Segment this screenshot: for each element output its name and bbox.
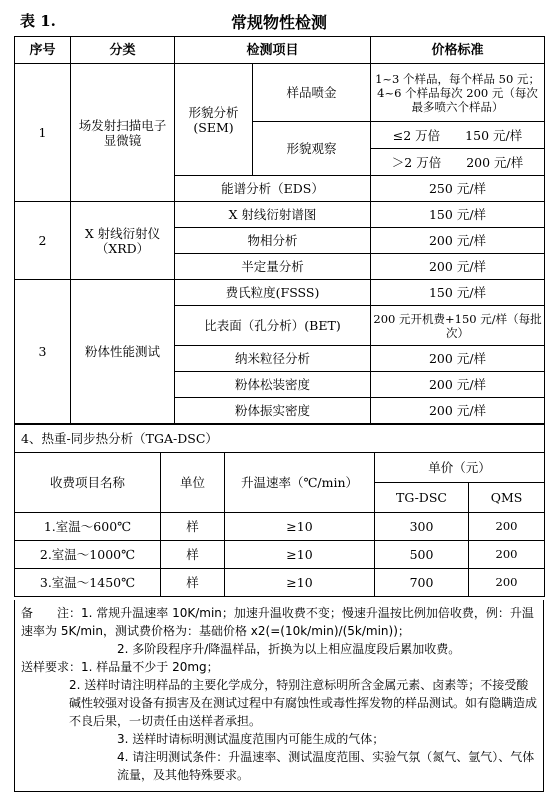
table-row <box>15 280 545 306</box>
note-1: 备 注：1. 常规升温速率 10K/min；加速升温收费不变；慢速升温按比例加倍收费，例：升温速率为 5K/min，测试费价格为：基础价格 x2(=(10k/min)/(5k/min))； <box>21 606 534 638</box>
powder-price: 200 元开机费+150 元/样（每批次） <box>371 306 545 346</box>
powder-price: 200 元/样 <box>371 372 545 398</box>
tga-tg-price: 500 <box>375 541 469 569</box>
header-name: 收费项目名称 <box>15 453 161 513</box>
powder-price: 200 元/样 <box>371 398 545 424</box>
observe-price-low: ≤2 万倍 150 元/样 <box>371 122 545 149</box>
requirement-3: 3. 送样时请标明测试温度范围内可能生成的气体； <box>117 732 385 746</box>
table-row <box>15 569 545 597</box>
powder-item: 粉体松装密度 <box>175 372 371 398</box>
header-qms: QMS <box>469 483 545 513</box>
tga-dsc-price-table <box>14 424 545 597</box>
tga-unit: 样 <box>161 513 225 541</box>
tga-name: 2.室温～1000℃ <box>15 541 161 569</box>
table1-header-row <box>15 37 545 64</box>
group2-seq: 2 <box>15 202 71 280</box>
eds-label: 能谱分析（EDS） <box>175 176 371 202</box>
powder-item: 费氏粒度(FSSS) <box>175 280 371 306</box>
tga-tg-price: 700 <box>375 569 469 597</box>
xrd-price: 200 元/样 <box>371 228 545 254</box>
eds-price: 250 元/样 <box>371 176 545 202</box>
tga-qms-price: 200 <box>469 541 545 569</box>
xrd-item: 物相分析 <box>175 228 371 254</box>
powder-price: 200 元/样 <box>371 346 545 372</box>
table-row <box>15 541 545 569</box>
table-row <box>15 513 545 541</box>
header-category: 分类 <box>71 37 175 64</box>
note-2: 2. 多阶段程序升/降温样品，折换为以上相应温度段后累加收费。 <box>117 642 461 656</box>
group3-seq: 3 <box>15 280 71 424</box>
tga-rate: ≥10 <box>225 513 375 541</box>
tga-qms-price: 200 <box>469 569 545 597</box>
powder-price: 150 元/样 <box>371 280 545 306</box>
tga-unit: 样 <box>161 541 225 569</box>
header-price: 价格标准 <box>371 37 545 64</box>
observe-price-high: ＞2 万倍 200 元/样 <box>371 149 545 176</box>
xrd-price: 150 元/样 <box>371 202 545 228</box>
requirement-4: 4. 请注明测试条件：升温速率、测试温度范围、实验气氛（氮气、氩气）、气体流量，及其他特殊要求。 <box>117 750 535 782</box>
powder-item: 粉体振实密度 <box>175 398 371 424</box>
xrd-item: X 射线衍射谱图 <box>175 202 371 228</box>
section-title: 4、热重-同步热分析（TGA-DSC） <box>15 425 545 453</box>
header-unit: 单位 <box>161 453 225 513</box>
powder-item: 比表面（孔分析）(BET) <box>175 306 371 346</box>
notes-section <box>14 600 544 792</box>
tga-rate: ≥10 <box>225 569 375 597</box>
physical-property-price-table <box>14 36 545 424</box>
table2-header-row <box>15 453 545 483</box>
table-row <box>15 202 545 228</box>
spray-price: 1~3 个样品，每个样品 50 元；4~6 个样品每次 200 元（每次最多喷六个样品） <box>371 64 545 122</box>
tga-unit: 样 <box>161 569 225 597</box>
tga-tg-price: 300 <box>375 513 469 541</box>
section-title-row <box>15 425 545 453</box>
xrd-price: 200 元/样 <box>371 254 545 280</box>
header-tg-dsc: TG-DSC <box>375 483 469 513</box>
table-label: 表 1. <box>20 12 56 30</box>
requirements-title: 送样要求：1. 样品量不少于 20mg； <box>21 660 219 674</box>
group2-category: X 射线衍射仪（XRD） <box>71 202 175 280</box>
header-rate: 升温速率（℃/min） <box>225 453 375 513</box>
group3-category: 粉体性能测试 <box>71 280 175 424</box>
tga-qms-price: 200 <box>469 513 545 541</box>
title-row <box>14 8 544 34</box>
page-title: 常规物性检测 <box>230 13 327 32</box>
header-item: 检测项目 <box>175 37 371 64</box>
tga-name: 3.室温～1450℃ <box>15 569 161 597</box>
header-price: 单价（元） <box>375 453 545 483</box>
observe-label: 形貌观察 <box>253 122 371 176</box>
tga-name: 1.室温～600℃ <box>15 513 161 541</box>
spray-label: 样品喷金 <box>253 64 371 122</box>
xrd-item: 半定量分析 <box>175 254 371 280</box>
sem-label: 形貌分析(SEM) <box>175 64 253 176</box>
group1-category: 场发射扫描电子显微镜 <box>71 64 175 202</box>
table-row <box>15 64 545 122</box>
tga-rate: ≥10 <box>225 541 375 569</box>
powder-item: 纳米粒径分析 <box>175 346 371 372</box>
requirement-2: 2. 送样时请注明样品的主要化学成分，特别注意标明所含金属元素、卤素等；不接受酸碱性较强对设备有损害及在测试过程中有腐蚀性或毒性挥发物的样品测试。如有隐瞒造成不良后果，一切责任由送样者承担。 <box>69 678 538 728</box>
group1-seq: 1 <box>15 64 71 202</box>
header-seq: 序号 <box>15 37 71 64</box>
